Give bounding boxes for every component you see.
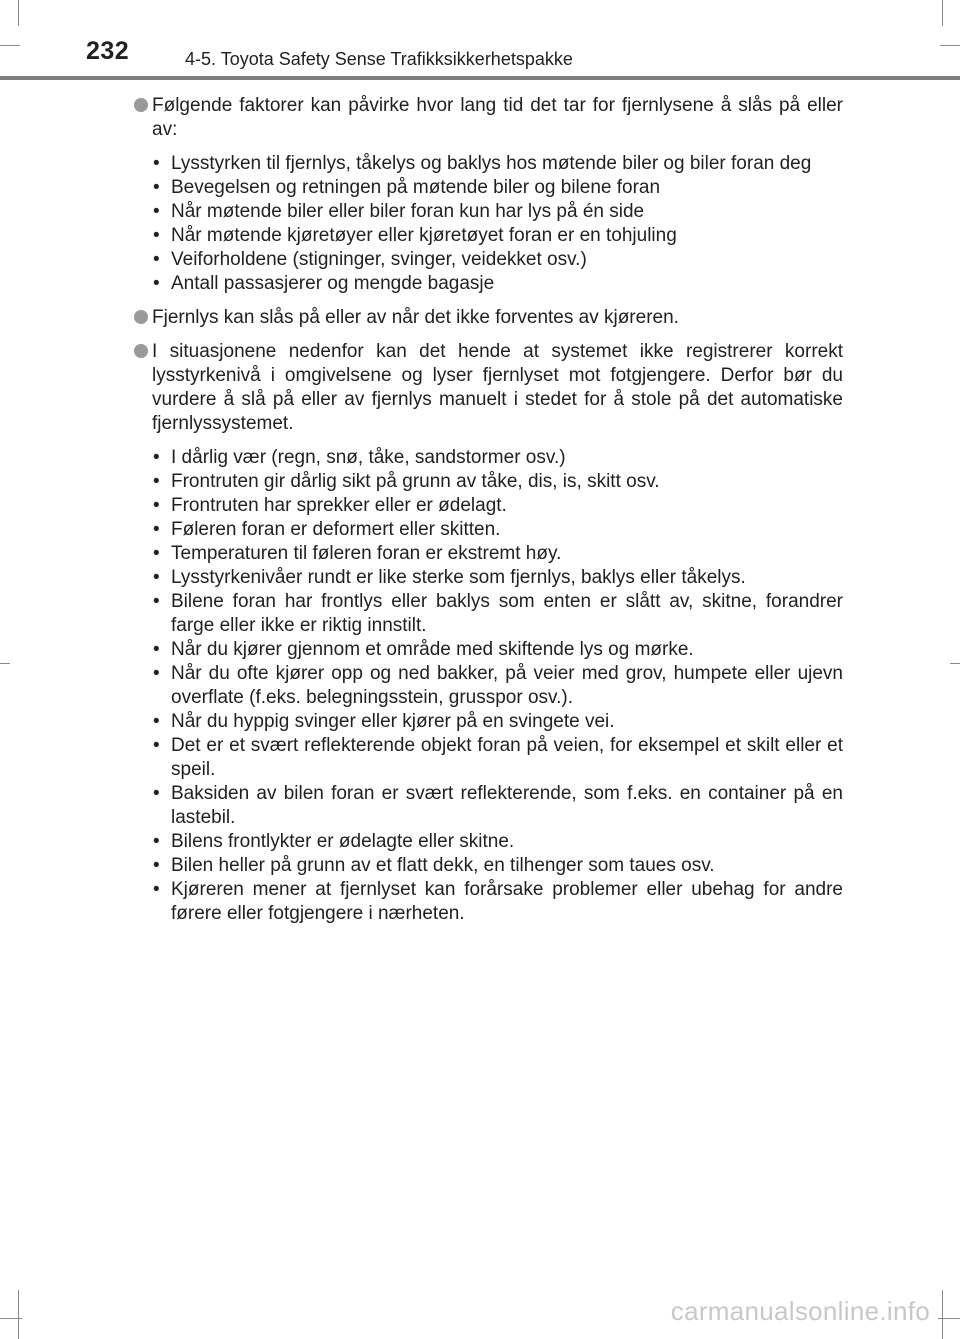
filled-circle-icon <box>134 344 148 358</box>
crop-mark <box>942 1290 943 1339</box>
bullet-glyph: • <box>153 249 160 270</box>
bullet-glyph: • <box>153 495 160 516</box>
list-item <box>133 494 843 518</box>
crop-mark <box>950 663 960 664</box>
list-item <box>133 830 843 854</box>
section-title: 4-5. Toyota Safety Sense Trafikksikkerhetspakke <box>185 49 573 69</box>
list-item <box>133 176 843 200</box>
list-item <box>133 470 843 494</box>
list-item-text: Når møtende biler eller biler foran kun har lys på én side <box>171 201 645 222</box>
list-item <box>133 878 843 926</box>
bullet-glyph: • <box>153 735 160 756</box>
page-number: 232 <box>86 37 130 65</box>
list-item-text: Når du ofte kjører opp og ned bakker, på veier med grov, humpete eller ujevn overflate (f.eks. belegningsstein, grusspor osv.). <box>171 663 843 708</box>
bullet-glyph: • <box>153 663 160 684</box>
list-item-text: Når møtende kjøretøyer eller kjøretøyet foran er en tohjuling <box>171 225 677 246</box>
list-item-text: Frontruten har sprekker eller er ødelagt. <box>171 495 507 516</box>
list-item <box>133 152 843 176</box>
list-item-text: Det er et svært reflekterende objekt foran på veien, for eksempel et skilt eller et speil. <box>171 735 843 780</box>
paragraph-timing-factors <box>133 94 843 142</box>
list-item-text: Baksiden av bilen foran er svært reflekterende, som f.eks. en container på en lastebil. <box>171 783 843 828</box>
paragraph-text: Fjernlys kan slås på eller av når det ikke forventes av kjøreren. <box>152 307 679 328</box>
list-item <box>133 200 843 224</box>
list-item-text: Bilene foran har frontlys eller baklys som enten er slått av, skitne, forandrer farge eller ikke er riktig innstilt. <box>171 591 843 636</box>
bullet-glyph: • <box>153 177 160 198</box>
list-item <box>133 590 843 638</box>
list-item <box>133 248 843 272</box>
bullet-glyph: • <box>153 225 160 246</box>
bullet-glyph: • <box>153 471 160 492</box>
filled-circle-icon <box>134 98 148 112</box>
list-item-text: I dårlig vær (regn, snø, tåke, sandstormer osv.) <box>171 447 566 468</box>
list-item-text: Antall passasjerer og mengde bagasje <box>171 273 495 294</box>
list-item <box>133 638 843 662</box>
list-item-text: Bilen heller på grunn av et flatt dekk, en tilhenger som taues osv. <box>171 855 715 876</box>
situation-list <box>133 446 843 926</box>
bullet-glyph: • <box>153 201 160 222</box>
list-item-text: Frontruten gir dårlig sikt på grunn av tåke, dis, is, skitt osv. <box>171 471 660 492</box>
main-content <box>133 94 843 936</box>
list-item-text: Bilens frontlykter er ødelagte eller skitne. <box>171 831 515 852</box>
bullet-glyph: • <box>153 783 160 804</box>
list-item <box>133 710 843 734</box>
crop-mark <box>0 1318 22 1319</box>
bullet-glyph: • <box>153 543 160 564</box>
list-item <box>133 662 843 710</box>
list-item <box>133 542 843 566</box>
factor-list <box>133 152 843 296</box>
bullet-glyph: • <box>153 711 160 732</box>
paragraph-text: I situasjonene nedenfor kan det hende at systemet ikke registrerer korrekt lysstyrkenivå i omgivelsene og lyser fjernlyset mot fotgjengere. Derfor bør du vurdere å slå på eller av fjernlys manuelt i stedet for å stole på det automatiske fjernlyssystemet. <box>152 341 843 434</box>
list-item-text: Lysstyrkenivåer rundt er like sterke som fjernlys, baklys eller tåkelys. <box>171 567 746 588</box>
list-item <box>133 782 843 830</box>
list-item-text: Lysstyrken til fjernlys, tåkelys og baklys hos møtende biler og biler foran deg <box>171 153 812 174</box>
list-item-text: Kjøreren mener at fjernlyset kan forårsake problemer eller ubehag for andre førere eller fotgjengere i nærheten. <box>171 879 843 924</box>
paragraph-manual-advice <box>133 340 843 436</box>
bullet-glyph: • <box>153 591 160 612</box>
list-item-text: Veiforholdene (stigninger, svinger, veidekket osv.) <box>171 249 587 270</box>
bullet-glyph: • <box>153 153 160 174</box>
list-item-text: Når du kjører gjennom et område med skiftende lys og mørke. <box>171 639 694 660</box>
crop-mark <box>18 1290 19 1339</box>
list-item-text: Føleren foran er deformert eller skitten. <box>171 519 501 540</box>
header-rule <box>0 76 960 80</box>
paragraph-text: Følgende faktorer kan påvirke hvor lang tid det tar for fjernlysene å slås på eller av: <box>152 95 843 140</box>
list-item-text: Temperaturen til føleren foran er ekstremt høy. <box>171 543 562 564</box>
bullet-glyph: • <box>153 447 160 468</box>
crop-mark <box>938 1318 960 1319</box>
bullet-glyph: • <box>153 879 160 900</box>
bullet-glyph: • <box>153 519 160 540</box>
paragraph-unexpected-switch <box>133 306 843 330</box>
crop-mark <box>0 663 10 664</box>
watermark: carmanualsonline.info <box>670 1296 930 1326</box>
filled-circle-icon <box>134 310 148 324</box>
list-item <box>133 446 843 470</box>
bullet-glyph: • <box>153 273 160 294</box>
page-header <box>0 0 960 80</box>
list-item <box>133 224 843 248</box>
list-item <box>133 566 843 590</box>
list-item-text: Når du hyppig svinger eller kjører på en svingete vei. <box>171 711 615 732</box>
bullet-glyph: • <box>153 855 160 876</box>
bullet-glyph: • <box>153 639 160 660</box>
list-item <box>133 518 843 542</box>
list-item <box>133 734 843 782</box>
bullet-glyph: • <box>153 567 160 588</box>
list-item <box>133 272 843 296</box>
list-item <box>133 854 843 878</box>
list-item-text: Bevegelsen og retningen på møtende biler og bilene foran <box>171 177 661 198</box>
bullet-glyph: • <box>153 831 160 852</box>
